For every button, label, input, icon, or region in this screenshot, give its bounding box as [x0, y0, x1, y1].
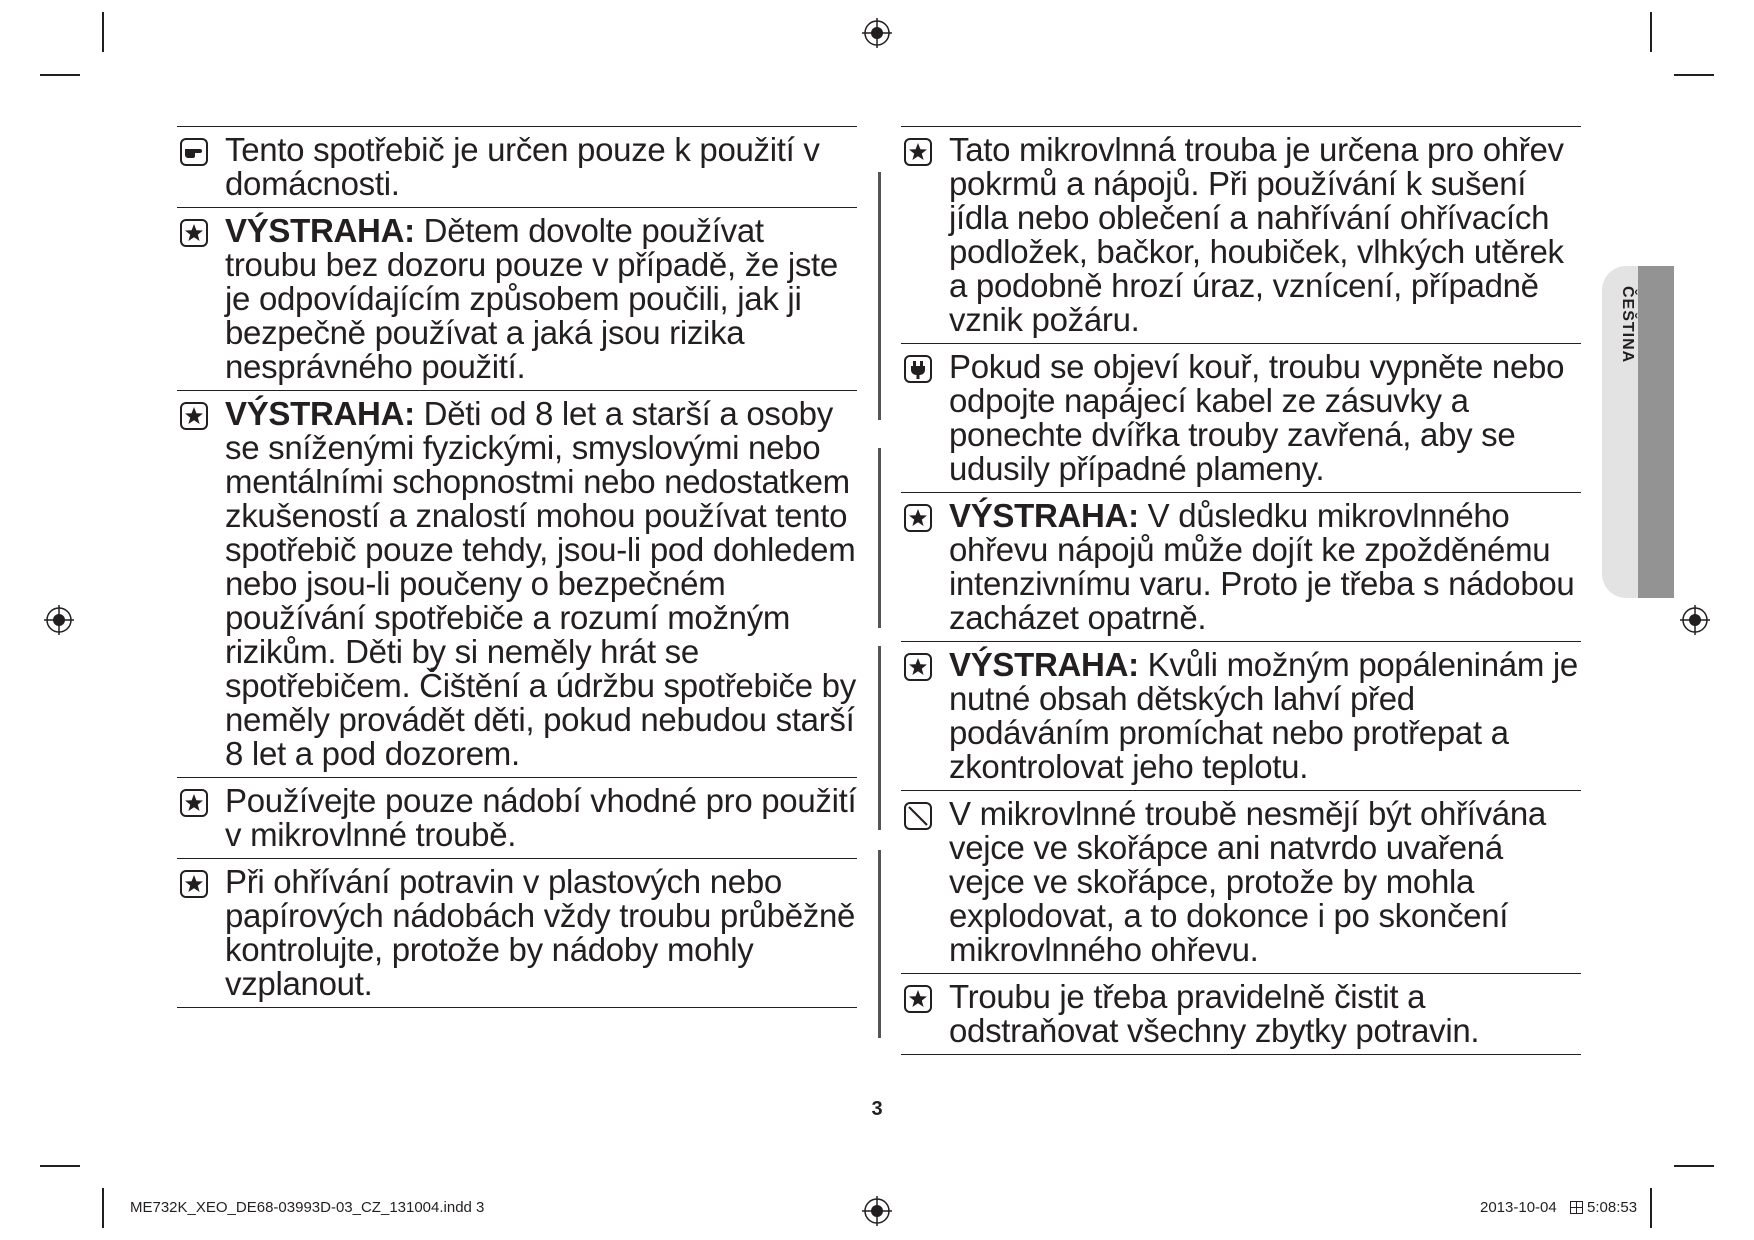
crop-mark — [1650, 1188, 1652, 1228]
list-item — [177, 858, 857, 1008]
warning-label: VÝSTRAHA: — [949, 646, 1139, 683]
footer-filename: ME732K_XEO_DE68-03993D-03_CZ_131004.indd 3 — [130, 1199, 485, 1216]
item-text: Pokud se objeví kouř, troubu vypněte nebo odpojte napájecí kabel ze zásuvky a ponechte dvířka trouby zavřená, aby se udusily případné plameny. — [949, 348, 1565, 487]
page-number: 3 — [871, 1098, 883, 1120]
registration-mark-icon — [44, 605, 74, 635]
language-tab-bar — [1638, 266, 1674, 598]
warning-label: VÝSTRAHA: — [949, 497, 1139, 534]
right-column — [901, 126, 1581, 1055]
list-item — [901, 641, 1581, 790]
list-item — [177, 126, 857, 207]
warning-star-icon — [904, 504, 932, 532]
warning-star-icon — [180, 219, 208, 247]
column-divider — [878, 646, 881, 830]
warning-star-icon — [904, 985, 932, 1013]
list-item — [901, 343, 1581, 492]
item-text: Troubu je třeba pravidelně čistit a odstraňovat všechny zbytky potravin. — [949, 978, 1480, 1049]
warning-label: VÝSTRAHA: — [225, 395, 415, 432]
column-divider — [878, 448, 881, 628]
item-text: V důsledku mikrovlnného ohřevu nápojů může dojít ke zpožděnému intenzivnímu varu. Proto je třeba s nádobou zacházet opatrně. — [949, 497, 1575, 636]
item-text: Při ohřívání potravin v plastových nebo papírových nádobách vždy troubu průběžně kontrolujte, protože by nádoby mohly vzplanout. — [225, 863, 856, 1002]
item-text: Tato mikrovlnná trouba je určena pro ohřev pokrmů a nápojů. Při používání k sušení jídla nebo oblečení a nahřívání ohřívacích podložek, bačkor, houbiček, vlhkých utěrek a podobně hrozí úraz, vznícení, případně vznik požáru. — [949, 131, 1564, 338]
crop-mark — [40, 1165, 80, 1167]
list-item — [901, 126, 1581, 343]
item-text: V mikrovlnné troubě nesmějí být ohřívána vejce ve skořápce ani natvrdo uvařená vejce ve skořápce, protože by mohla explodovat, a to dokonce i po skončení mikrovlnného ohřevu. — [949, 795, 1546, 968]
item-text: Dětem dovolte používat troubu bez dozoru pouze v případě, že jste je odpovídajícím způsobem poučili, jak ji bezpečně používat a jaká jsou rizika nesprávného použití. — [225, 212, 838, 385]
item-text: Kvůli možným popáleninám je nutné obsah dětských lahví před podáváním promíchat nebo protřepat a zkontrolovat jeho teplotu. — [949, 646, 1578, 785]
list-item — [901, 973, 1581, 1055]
warning-star-icon — [904, 653, 932, 681]
item-text: Děti od 8 let a starší a osoby se sníženými fyzickými, smyslovými nebo mentálními schopnostmi nebo nedostatkem zkušeností a znalostí mohou používat tento spotřebič pouze tehdy, jsou-li pod dohledem nebo jsou-li poučeny o bezpečném používání spotřebiče a rozumí možným rizikům. Děti by si neměly hrát se spotřebičem. Čištění a údržbu spotřebiče by neměly provádět děti, pokud nebudou starší 8 let a pod dozorem. — [225, 395, 856, 772]
warning-label: VÝSTRAHA: — [225, 212, 415, 249]
item-text: Používejte pouze nádobí vhodné pro použití v mikrovlnné troubě. — [225, 782, 857, 853]
list-item — [901, 492, 1581, 641]
hand-pointing-icon — [180, 138, 208, 166]
column-divider — [878, 172, 881, 420]
left-column — [177, 126, 857, 1008]
footer-date: 2013-10-04 — [1480, 1199, 1557, 1216]
registration-mark-icon — [862, 1196, 892, 1226]
registration-mark-icon — [1680, 605, 1710, 635]
crop-mark — [40, 74, 80, 76]
crop-mark — [102, 1188, 104, 1228]
language-tab — [1602, 266, 1674, 598]
warning-star-icon — [180, 789, 208, 817]
crop-mark — [102, 12, 104, 52]
clock-icon — [1570, 1201, 1583, 1214]
list-item — [901, 790, 1581, 973]
footer-time: 5:08:53 — [1587, 1199, 1638, 1216]
list-item — [177, 207, 857, 390]
crop-mark — [1674, 1165, 1714, 1167]
crop-mark — [1650, 12, 1652, 52]
list-item — [177, 390, 857, 777]
prohibited-icon — [904, 802, 932, 830]
column-divider — [878, 850, 881, 1038]
warning-star-icon — [180, 870, 208, 898]
crop-mark — [1674, 74, 1714, 76]
item-text: Tento spotřebič je určen pouze k použití v domácnosti. — [225, 131, 820, 202]
warning-star-icon — [180, 402, 208, 430]
language-tab-label: ČEŠTINA — [1619, 286, 1636, 364]
unplug-icon — [904, 355, 932, 383]
list-item — [177, 777, 857, 858]
warning-star-icon — [904, 138, 932, 166]
registration-mark-icon — [862, 18, 892, 48]
